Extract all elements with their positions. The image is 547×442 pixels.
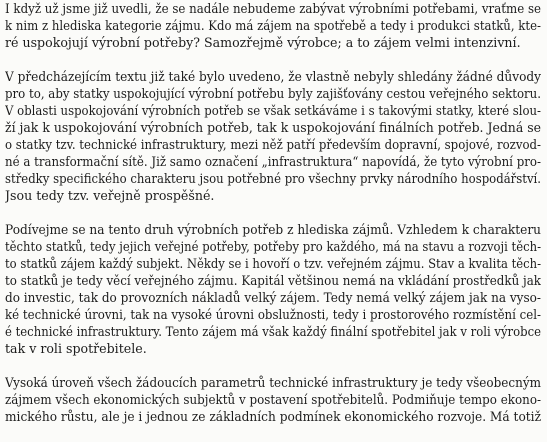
text-line: to statků je tedy věcí veřejného zájmu. Kapitál většinou nemá na vkládání prostředků jak: [5, 273, 541, 288]
text-line: o statky tzv. technické infrastruktury, mezi něž patří především dopravní, spojové, rozvod-: [5, 137, 541, 152]
text-line: é technické infrastruktury. Tento zájem má však každý finální spotřebitel jak v roli výrobce: [5, 324, 541, 339]
paragraph-spacer: [5, 357, 541, 374]
text-line: pro to, aby statky uspokojující výrobní potřebu byly zajišťovány cestou veřejného sektoru.: [5, 86, 541, 101]
text-line: Vysoká úroveň všech žádoucích parametrů technické infrastruktury je tedy všeobecným: [5, 375, 541, 390]
text-line: Podívejme se na tento druh výrobních potřeb z hlediska zájmů. Vzhledem k charakteru: [5, 222, 541, 237]
text-line: to statků zájem každý subjekt. Někdy se i hovoří o tzv. veřejném zájmu. Stav a kvalita těch-: [5, 256, 541, 271]
text-line: středky specifického charakteru jsou potřebné pro všechny prvky národního hospodářství.: [5, 171, 541, 186]
text-line: I když už jsme již uvedli, že se nadále nebudeme zabývat výrobními potřebami, vraťme se: [5, 1, 541, 16]
paragraph-spacer: [5, 51, 541, 68]
text-line: ží jak k uspokojování výrobních potřeb, tak k uspokojování finálních potřeb. Jedná se: [5, 120, 541, 135]
text-line: V oblasti uspokojování výrobních potřeb se však setkáváme i s takovými statky, které slou-: [5, 103, 541, 118]
paragraph-4: [5, 374, 541, 425]
text-line: mického růstu, ale je i jednou ze základních podmínek ekonomického rozvoje. Má totiž: [5, 409, 541, 424]
text-line: k nim z hlediska kategorie zájmu. Kdo má zájem na spotřebě a tedy i produkci statků, kte-: [5, 18, 541, 33]
text-line: né a transformační sítě. Již samo označení „infrastruktura“ napovídá, že tyto výrobní pro-: [5, 154, 541, 169]
body-text: [5, 0, 541, 425]
text-line: tak v roli spotřebitele.: [5, 341, 147, 356]
paragraph-3: [5, 221, 541, 357]
text-line: do investic, tak do provozních nákladů velký zájem. Tedy nemá velký zájem jak na vyso-: [5, 290, 541, 305]
text-line: zájmem všech ekonomických subjektů v postavení spotřebitelů. Podmiňuje tempo ekono-: [5, 392, 541, 407]
paragraph-2: [5, 68, 541, 204]
text-line: těchto statků, tedy jejich veřejné potřeby, potřeby pro každého, má na stavu a rozvoji těch-: [5, 239, 541, 254]
paragraph-spacer: [5, 204, 541, 221]
paragraph-1: [5, 0, 541, 51]
text-line: Jsou tedy tzv. veřejně prospěšné.: [5, 188, 215, 203]
text-line: ré uspokojují výrobní potřeby? Samozřejmě výrobce; a to zájem velmi intenzivní.: [5, 35, 521, 50]
text-line: V předcházejícím textu již také bylo uvedeno, že vlastně nebyly shledány žádné důvody: [5, 69, 541, 84]
text-line: ké technické úrovni, tak na vysoké úrovni obslužnosti, tedy i prostorového rozmístění cel-: [5, 307, 541, 322]
